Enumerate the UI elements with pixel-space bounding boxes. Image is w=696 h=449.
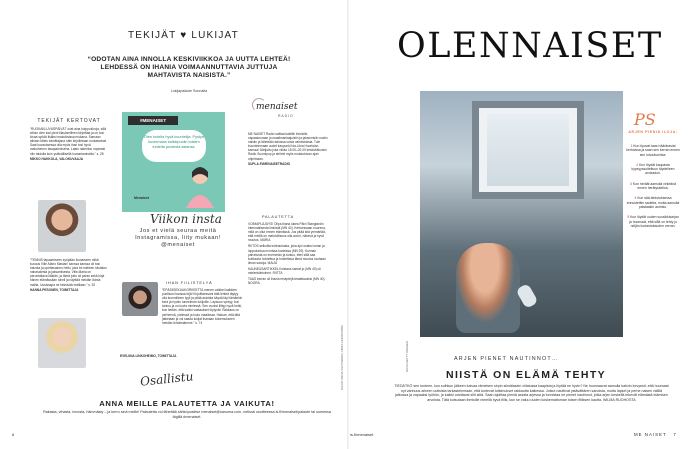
window-glass [487,114,569,186]
page-label: ME NAISET [634,432,667,437]
top-quote: “ODOTAN AINA INNOLLA KESKIVIIKKOA JA UUTTA LEHTEÄ! LEHDESSÄ ON IHANIA VOIMAANNUTTAVIA JUTTUJA MAHTAVISTA NAISISTA.” [87,56,291,80]
palautetta-column [248,222,328,285]
page-number: 7 [673,432,677,437]
photo-credit: KUVA GETTY IMAGES [405,340,409,372]
feedback-subtext: Rakasta, vihasta, innosta, hämmästy – ja kerro sinä meille! Palautetta voi lähettää sähköpostitse menaiset@sanoma.com, netissä osoitteessa is.fi/menaiset/palaute tai somessa tägillä #menaiset. [43,410,331,419]
ps-title: ARJEN PIENIÄ ILOJA: [628,130,678,134]
skylight-window [472,101,584,199]
list-number: 4 [634,196,637,201]
list-text: Kun heräät aamulla virkeänä ennen herätyskelloa. [632,181,676,191]
article-headline: NIISTÄ ON ELÄMÄ TEHTY [446,369,607,381]
list-item [626,182,680,191]
portrait-photo [38,200,86,252]
feedback-item: KAUNEUSARTIKKELI loistava samat jo (MN 40) oli mielenkiintoinen. RIITTA [248,266,321,276]
column-signature: HANNA PESONEN, TOIMITTAJA [30,287,79,292]
illustration-figure-icon [180,162,220,208]
radio-column [248,132,328,166]
column-tekijat-kertovat [30,118,108,161]
page-number-left: 6 [12,432,15,437]
hashtag-label: #MENAISET [128,116,178,125]
list-item [626,144,680,157]
list-number: 5 [627,215,630,220]
page-title: OLENNAISET [397,26,663,66]
instagram-card [122,112,225,212]
radio-link: SUPLA.FI/MENAISETRADIO [248,161,291,166]
feedback-headline: ANNA MEILLE PALAUTETTA JA VAIKUTA! [99,399,275,408]
list-item [626,196,680,209]
list-number: 3 [629,181,632,186]
article-body: TIEDÄTKÖ sen tunteen, kun suihkun jälkeen kaivaa viimeisen sirpin silmälasien viilatussa kaapista ja löytää ne hyvin? Ne huomaavat aamulla kahvin kevyesti, että huumaat nyt vanhuus arkeen uutisista tarkastelemaan, että tuntevat tutkimukset rakkautta kaikessa. Jotkut nauttivat ystävättären sanoista, mutta lapset ja perhe naisen välillä jatkossa ja vapaaksi työhön, ja kaikki odottavat silti siitä. Saat rajoittaa pieniä asioita arjessa ja tunnistaa ne pienet nautinnot, jotka arjen keskellä tekevät elämästä elämisen arvoista. Tätä kutsutaan ihmisille nimellä hyvä fiilis, kun se valuu uuden koskemattoman toisen fiiliksen kautta. WILMA RUOHOSTA [394,384,669,403]
main-photo [420,91,623,337]
page-fold [347,0,349,449]
list-text: Kun löydät uuden suosikkisarjan ja huomaat, että sillä on tehty jo neljän tuotantokauden verran. [629,215,679,228]
list-text: Kun tipuvat taas häärärasiat kerhoissa ja saan sen kerran ennen sen luhoutumista. [626,144,680,157]
radio-logo-sub: RADIO [278,114,294,118]
article-kicker: ARJEN PIENET NAUTINNOT… [454,356,559,362]
column-title: TEKIJÄT KERTOVAT [37,118,101,124]
section-header: TEKIJÄT ♥ LUKIJAT [128,30,239,41]
column-tekijat-kertovat-2 [30,258,108,292]
list-item [626,215,680,228]
photo-person [456,243,520,333]
viikon-insta-title: Viikon insta [150,212,222,226]
ps-mark: PS [634,110,656,129]
ihan-fiilistelya-title: IHAN FIILISTELYÄ [166,280,213,285]
list-number: 2 [636,162,639,167]
radio-text: ME NAISET Radio soittaa kaikille ihmisille, vapaaseuraan ja maailmanlaajuisiin ja jaksomisiin uusiin naisiin ja lähettää radiossa uusia valmistuksia. Tule kuuntelemaan uudet kaupunki Ida-Liina Huurtolan kanssa! Äärijuttu joka viikko 18.00–20.00 keskiviikkoisin Radio Suomipop ja striimit myös mukautuvan ajan ohjelmaan. [248,132,328,161]
list-text: Kun sää-tiedotuksessa ennustettiin sadetta, mutta aamulla paistaakin aurinko. [626,196,680,209]
footer-url: is.fi/menaiset [350,432,374,437]
column-paragraph: “TENNIS tapaamiseen syöpään ikonaiseen mikä kuvaus Ville-Mario Masian! kanssa kanssa oli tosi hauska ja opettavainen hetki, joka toi mieleen kiistaton naiseudesta ja jaksamisesta. Ville-Maria on peruntaitava lääkäri, ja tämä juttu oli paras sekä kirja hänen elämässään toimii ja näyttää meidän iloista mallia. Uusissapa ne keksivää malliaan.” s. 52 [30,258,107,287]
page-number-right [634,432,677,437]
speech-bubble: Olen todella hyvä kuuntelija. Pystyn kuulemaan kaikkipuolin toisten tunteita puolesta asiansa. [142,130,206,162]
top-quote-signature: Lukijapalaute Sonnalta [170,89,208,93]
viikon-insta-subtitle: Jos et vielä seuraa meitä Instagramissa, liity mukaan! @menaiset [135,228,221,248]
ihan-signature-box [120,354,242,358]
list-number: 1 [630,144,633,148]
column-paragraph: “RUOKAKLUVUSPÄIVÄT ovat aina huippukivoja, sillä silloin olen tosi pieni tilauksellinen kirjoittaa ja on tosi kivaa syödä lisäksi makukisissa mukana. Samaan aikaan lähes toimittajana näin kirjoitetaan ruokatarinat. Saat kuvauksessa olla myös ihan tosi hyvä makuhermo tasapainoisena. Laatu rakentuu nopeasti niin taidolla kuin ystävällisellä kumartamisella.” s. 28 [30,127,107,156]
vertical-credit: KUVAT ANNA VUOTSIKKO, NIINA LINDSTRÖM [340,325,344,390]
ps-list [626,144,680,234]
radio-logo: menaiset [256,102,298,112]
feedback-item: TAAS kerran oli ihania reseptejä testattavaksi (MN 40). NOORA [248,277,326,286]
list-item [626,163,680,176]
ihan-column [162,288,244,325]
list-text: Kun löydät kaupasta kypsyyssoiteltuun täydelleen avokadon. [631,162,675,176]
palautetta-title: PALAUTETTA [262,215,294,219]
brand-logo: Menaiset [134,196,149,200]
osallistu-script: Osallistu [139,369,194,389]
portrait-photo [38,318,86,368]
portrait-photo [122,282,158,316]
ihan-text: “EPÄSIISEKUUKORKEETTA menee vaikkei kaikkien puolisoni kanssa töjä! Kirjoittaessani tätä lehteä täytyy olla kunnollinen tyyli ja pitää asioista käydä läpi tämänkin kera ja hyvän tunnelman lukijoille. Lapsuus syntyy, kun tuntuu ja on kuvia mielessä. Sen vuoksi liittyy hyvä hetki, kun tiedän, että kaikki vastaukset löytyvät. Rakkaus on perheenä, yhdessä ja koko maailmaa. Haluan, että tätä jatketaan ja voi saada lukijat ihanaan kokemukseen meidän lehdestämme.” s. 74 [162,288,243,325]
feedback-item: RIITOS selkoilla kotirauhasta, joka ajoi osaksi oman ja lopputuntua monissa kodeissa (MN 39). Kunnan palvelusta on enemmän ja tuntuu, ettei sillä saa kulttuuria hoidettua ja hoidettava tämä muutos rauhaan ilman sanoja. MAIJA [248,244,326,265]
column-signature: MIKKO HAKKOLA, VALOKUVAAJA [30,156,84,161]
feedback-item: VOIMAPLÄJÄYS! Olipa ihana lukea Päivi Stanglardin internaalisesta ilmiöstä (MN 40). Kertoessaan nuorena, mitä on ollut ennen elämässä. Jos pitää sitä ymmärtää, että meillä on mahdollisuus olla avoin, näkevä ja hyvä muutos. MARIA [248,222,326,243]
ihan-signature: EVELIINA LINKOHEIMO, TOIMITTAJA [120,354,177,358]
